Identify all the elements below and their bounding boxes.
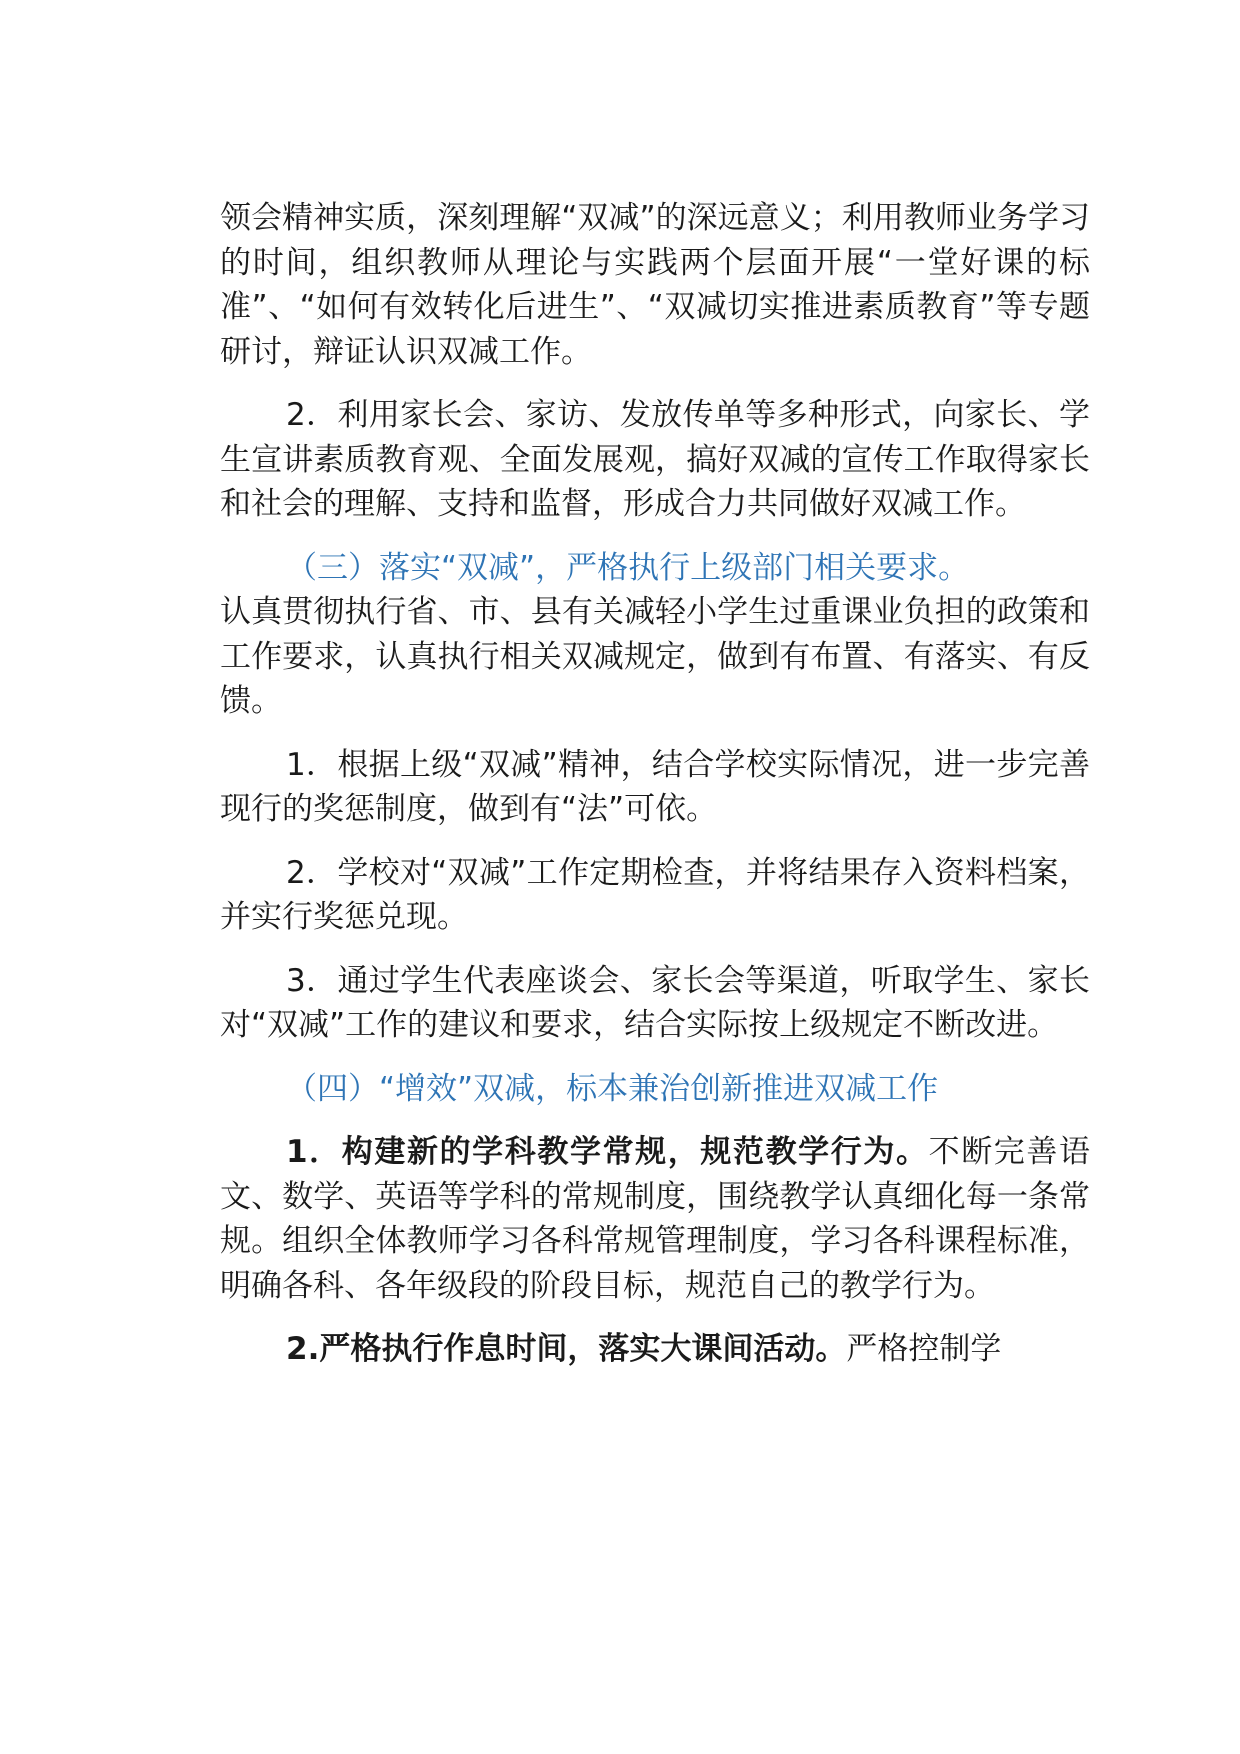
paragraph-8-text: 严格控制学 — [846, 1331, 1002, 1367]
document-page — [220, 196, 1090, 1391]
paragraph-2: 2．利用家长会、家访、发放传单等多种形式，向家长、学生宣讲素质教育观、全面发展观，搞好双减的宣传工作取得家长和社会的理解、支持和监督，形成合力共同做好双减工作。 — [220, 397, 1090, 522]
paragraph-8-lead: 2.严格执行作息时间，落实大课间活动。 — [286, 1331, 847, 1367]
paragraph-4: 1．根据上级“双减”精神，结合学校实际情况，进一步完善现行的奖惩制度，做到有“法”可依。 — [220, 746, 1090, 827]
section-heading-4: （四）“增效”双减，标本兼治创新推进双减工作 — [286, 1070, 939, 1107]
paragraph-7 — [220, 1130, 1090, 1308]
paragraph-5: 2．学校对“双减”工作定期检查，并将结果存入资料档案，并实行奖惩兑现。 — [220, 854, 1090, 935]
paragraph-7-lead: 1．构建新的学科教学常规，规范教学行为。 — [286, 1134, 929, 1170]
section-heading-3: （三）落实“双减”，严格执行上级部门相关要求。 — [286, 549, 970, 586]
paragraph-1: 领会精神实质，深刻理解“双减”的深远意义；利用教师业务学习的时间，组织教师从理论与实践两个层面开展“一堂好课的标准”、“如何有效转化后进生”、“双减切实推进素质教育”等专题研讨，辩证认识双减工作。 — [220, 200, 1090, 370]
paragraph-7-text: 不断完善语文、数学、英语等学科的常规制度，围绕教学认真细化每一条常规。组织全体教师学习各科常规管理制度，学习各科课程标准，明确各科、各年级段的阶段目标，规范自己的教学行为。 — [220, 1134, 1090, 1304]
paragraph-3: 认真贯彻执行省、市、县有关减轻小学生过重课业负担的政策和工作要求，认真执行相关双减规定，做到有布置、有落实、有反馈。 — [220, 594, 1090, 719]
paragraph-6: 3．通过学生代表座谈会、家长会等渠道，听取学生、家长对“双减”工作的建议和要求，结合实际按上级规定不断改进。 — [220, 962, 1090, 1043]
paragraph-8 — [220, 1327, 1090, 1372]
